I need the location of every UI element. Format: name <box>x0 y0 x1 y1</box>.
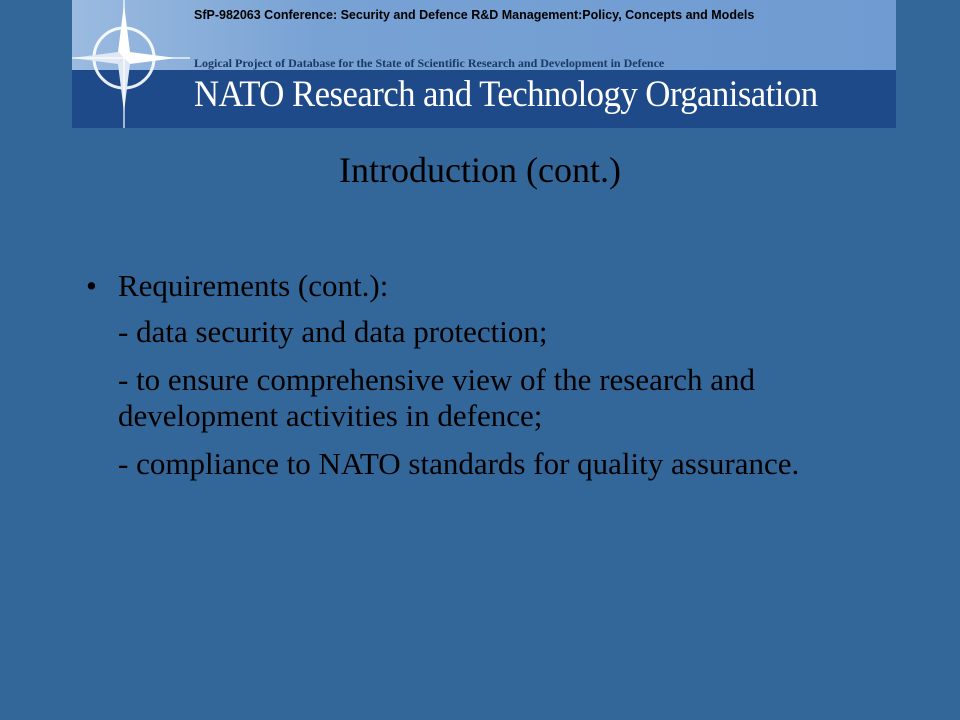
sub-item: - to ensure comprehensive view of the research and development activities in defence; <box>118 362 755 433</box>
organisation-name: NATO Research and Technology Organisation <box>194 74 818 115</box>
conference-title: SfP-982063 Conference: Security and Defence R&D Management:Policy, Concepts and Models <box>194 8 755 22</box>
bullet-list <box>86 268 846 494</box>
bullet-item <box>86 268 846 304</box>
sub-item: - compliance to NATO standards for quality assurance. <box>118 446 800 481</box>
sub-item: - data security and data protection; <box>118 314 548 349</box>
header-banner <box>72 0 896 128</box>
bullet-dot: • <box>86 268 97 303</box>
project-title: Logical Project of Database for the State of Scientific Research and Development in Defence <box>194 56 665 70</box>
slide-title: Introduction (cont.) <box>339 150 621 190</box>
nato-compass-star-icon <box>72 0 192 128</box>
bullet-label: Requirements (cont.): <box>118 268 389 303</box>
